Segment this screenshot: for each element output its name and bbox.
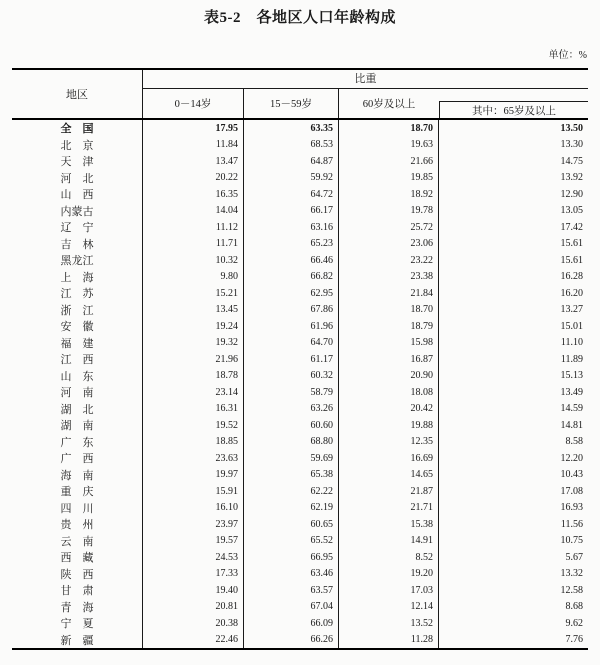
value-cell-age-15-59: 60.60 bbox=[244, 417, 339, 434]
value-cell-age-15-59: 60.32 bbox=[244, 368, 339, 385]
value-cell-age-65-plus: 7.76 bbox=[565, 634, 583, 646]
value-cell-age-65-plus: 8.68 bbox=[565, 601, 583, 613]
value-cell-age-15-59: 67.04 bbox=[244, 599, 339, 616]
value-cell-age-15-59: 63.16 bbox=[244, 219, 339, 236]
value-cell-age-15-59: 63.57 bbox=[244, 582, 339, 599]
value-cell-age-0-14: 23.14 bbox=[143, 384, 244, 401]
table-row bbox=[12, 170, 588, 187]
table-row bbox=[12, 533, 588, 550]
value-cell-age-0-14: 20.22 bbox=[143, 170, 244, 187]
value-cell-age-60-plus: 21.71 bbox=[339, 500, 439, 517]
value-cell-age-60-plus: 18.92 bbox=[339, 186, 439, 203]
table-row bbox=[12, 632, 588, 649]
col-header-age-65-plus: 其中：65岁及以上 bbox=[439, 101, 588, 118]
table-row bbox=[12, 566, 588, 583]
region-cell: 江 苏 bbox=[12, 285, 143, 302]
value-cell-age-15-59: 59.69 bbox=[244, 450, 339, 467]
value-cell-age-0-14: 16.10 bbox=[143, 500, 244, 517]
value-cell-age-60-plus: 20.42 bbox=[339, 401, 439, 418]
table-row bbox=[12, 351, 588, 368]
value-cell-age-15-59: 62.19 bbox=[244, 500, 339, 517]
value-cell-age-65-plus: 11.89 bbox=[560, 353, 583, 365]
table-row bbox=[12, 236, 588, 253]
region-cell: 吉 林 bbox=[12, 236, 143, 253]
table-row bbox=[12, 368, 588, 385]
region-cell: 江 西 bbox=[12, 351, 143, 368]
value-cell-age-65-plus: 12.90 bbox=[560, 188, 583, 200]
region-cell: 上 海 bbox=[12, 269, 143, 286]
table-row bbox=[12, 615, 588, 632]
value-cell-age-0-14: 10.32 bbox=[143, 252, 244, 269]
value-cell-age-60-plus: 23.38 bbox=[339, 269, 439, 286]
table-row bbox=[12, 269, 588, 286]
value-cell-age-0-14: 16.35 bbox=[143, 186, 244, 203]
region-cell: 山 东 bbox=[12, 368, 143, 385]
region-cell: 海 南 bbox=[12, 467, 143, 484]
table-row bbox=[12, 500, 588, 517]
region-cell: 河 北 bbox=[12, 170, 143, 187]
value-cell-age-15-59: 66.46 bbox=[244, 252, 339, 269]
value-cell-age-0-14: 21.96 bbox=[143, 351, 244, 368]
value-cell-age-60-plus: 23.06 bbox=[339, 236, 439, 253]
region-cell: 湖 北 bbox=[12, 401, 143, 418]
region-cell: 全 国 bbox=[12, 120, 143, 137]
table-row bbox=[12, 186, 588, 203]
value-cell-age-0-14: 17.95 bbox=[143, 120, 244, 137]
region-cell: 福 建 bbox=[12, 335, 143, 352]
value-cell-age-0-14: 11.12 bbox=[143, 219, 244, 236]
value-cell-age-0-14: 18.85 bbox=[143, 434, 244, 451]
value-cell-age-0-14: 20.81 bbox=[143, 599, 244, 616]
value-cell-age-0-14: 9.80 bbox=[143, 269, 244, 286]
value-cell-age-15-59: 66.09 bbox=[244, 615, 339, 632]
page-title: 表5-2 各地区人口年龄构成 bbox=[204, 10, 396, 26]
col-header-age-65-plus-wrap bbox=[439, 89, 588, 118]
table-row bbox=[12, 120, 588, 137]
table-row bbox=[12, 401, 588, 418]
value-cell-age-0-14: 11.84 bbox=[143, 137, 244, 154]
region-cell: 广 西 bbox=[12, 450, 143, 467]
region-cell: 北 京 bbox=[12, 137, 143, 154]
value-cell-age-65-plus: 14.81 bbox=[560, 419, 583, 431]
proportion-group-header: 比重 bbox=[143, 70, 588, 89]
value-cell-age-0-14: 19.97 bbox=[143, 467, 244, 484]
value-cell-age-60-plus: 15.98 bbox=[339, 335, 439, 352]
value-cell-age-65-plus: 8.58 bbox=[565, 436, 583, 448]
table-row bbox=[12, 434, 588, 451]
value-cell-age-0-14: 19.57 bbox=[143, 533, 244, 550]
value-cell-age-15-59: 60.65 bbox=[244, 516, 339, 533]
value-cell-age-15-59: 62.95 bbox=[244, 285, 339, 302]
region-cell: 四 川 bbox=[12, 500, 143, 517]
value-cell-age-0-14: 19.32 bbox=[143, 335, 244, 352]
value-cell-age-15-59: 61.96 bbox=[244, 318, 339, 335]
value-cell-age-60-plus: 18.70 bbox=[339, 120, 439, 137]
value-cell-age-65-plus: 10.75 bbox=[560, 535, 583, 547]
value-cell-age-15-59: 63.46 bbox=[244, 566, 339, 583]
value-cell-age-65-plus: 12.20 bbox=[560, 452, 583, 464]
value-cell-age-15-59: 68.53 bbox=[244, 137, 339, 154]
value-cell-age-60-plus: 13.52 bbox=[339, 615, 439, 632]
region-cell: 贵 州 bbox=[12, 516, 143, 533]
value-cell-age-60-plus: 14.65 bbox=[339, 467, 439, 484]
value-cell-age-65-plus: 12.58 bbox=[560, 584, 583, 596]
value-cell-age-0-14: 13.45 bbox=[143, 302, 244, 319]
value-cell-age-15-59: 59.92 bbox=[244, 170, 339, 187]
region-cell: 陕 西 bbox=[12, 566, 143, 583]
value-cell-age-60-plus: 16.87 bbox=[339, 351, 439, 368]
value-cell-age-15-59: 61.17 bbox=[244, 351, 339, 368]
value-cell-age-65-plus: 14.59 bbox=[560, 403, 583, 415]
value-cell-age-65-plus: 14.75 bbox=[560, 155, 583, 167]
value-cell-age-15-59: 63.35 bbox=[244, 120, 339, 137]
region-cell: 辽 宁 bbox=[12, 219, 143, 236]
region-cell: 天 津 bbox=[12, 153, 143, 170]
table-row bbox=[12, 203, 588, 220]
value-cell-age-65-plus: 16.93 bbox=[560, 502, 583, 514]
region-cell: 宁 夏 bbox=[12, 615, 143, 632]
value-cell-age-15-59: 64.70 bbox=[244, 335, 339, 352]
value-cell-age-60-plus: 18.79 bbox=[339, 318, 439, 335]
value-cell-age-60-plus: 19.88 bbox=[339, 417, 439, 434]
value-cell-age-0-14: 23.97 bbox=[143, 516, 244, 533]
value-cell-age-60-plus: 19.63 bbox=[339, 137, 439, 154]
value-cell-age-15-59: 66.26 bbox=[244, 632, 339, 649]
table-row bbox=[12, 582, 588, 599]
value-cell-age-60-plus: 15.38 bbox=[339, 516, 439, 533]
region-column-header: 地区 bbox=[12, 70, 143, 118]
value-cell-age-0-14: 13.47 bbox=[143, 153, 244, 170]
value-cell-age-0-14: 14.04 bbox=[143, 203, 244, 220]
region-cell: 广 东 bbox=[12, 434, 143, 451]
value-cell-age-0-14: 22.46 bbox=[143, 632, 244, 649]
sub-header-row bbox=[143, 89, 588, 118]
value-cell-age-65-plus: 15.61 bbox=[560, 238, 583, 250]
col-header-age-0-14: 0－14岁 bbox=[143, 89, 244, 118]
table-body bbox=[12, 120, 588, 650]
table-row bbox=[12, 219, 588, 236]
value-cell-age-0-14: 18.78 bbox=[143, 368, 244, 385]
table-header bbox=[12, 68, 588, 120]
value-cell-age-0-14: 15.21 bbox=[143, 285, 244, 302]
value-cell-age-60-plus: 21.84 bbox=[339, 285, 439, 302]
value-cell-age-0-14: 16.31 bbox=[143, 401, 244, 418]
table-row bbox=[12, 599, 588, 616]
value-cell-age-0-14: 20.38 bbox=[143, 615, 244, 632]
value-cell-age-65-plus: 15.01 bbox=[560, 320, 583, 332]
value-cell-age-65-plus: 9.62 bbox=[565, 617, 583, 629]
value-cell-age-65-plus: 13.30 bbox=[560, 139, 583, 151]
value-cell-age-15-59: 58.79 bbox=[244, 384, 339, 401]
table-row bbox=[12, 302, 588, 319]
region-cell: 西 藏 bbox=[12, 549, 143, 566]
value-cell-age-65-plus: 17.42 bbox=[560, 221, 583, 233]
value-cell-age-15-59: 68.80 bbox=[244, 434, 339, 451]
region-cell: 重 庆 bbox=[12, 483, 143, 500]
value-cell-age-60-plus: 23.22 bbox=[339, 252, 439, 269]
value-cell-age-0-14: 23.63 bbox=[143, 450, 244, 467]
region-cell: 甘 肃 bbox=[12, 582, 143, 599]
value-cell-age-60-plus: 12.14 bbox=[339, 599, 439, 616]
col-header-age-60-plus: 60岁及以上 bbox=[362, 99, 416, 110]
region-cell: 黑龙江 bbox=[12, 252, 143, 269]
value-cell-age-65-plus: 16.20 bbox=[560, 287, 583, 299]
value-cell-age-0-14: 19.24 bbox=[143, 318, 244, 335]
value-cell-age-0-14: 11.71 bbox=[143, 236, 244, 253]
value-cell-age-65-plus: 13.92 bbox=[560, 172, 583, 184]
value-cell-age-65-plus: 13.50 bbox=[560, 122, 583, 134]
value-cell-age-0-14: 19.40 bbox=[143, 582, 244, 599]
col-header-age-15-59: 15－59岁 bbox=[244, 89, 339, 118]
value-cell-age-15-59: 66.17 bbox=[244, 203, 339, 220]
value-cell-age-0-14: 17.33 bbox=[143, 566, 244, 583]
value-cell-age-65-plus: 10.43 bbox=[560, 469, 583, 481]
value-cell-age-65-plus: 13.27 bbox=[560, 304, 583, 316]
table-row bbox=[12, 483, 588, 500]
value-cell-age-60-plus: 18.08 bbox=[339, 384, 439, 401]
unit-label: 单位：% bbox=[548, 50, 587, 61]
table-row bbox=[12, 516, 588, 533]
value-cell-age-65-plus: 17.08 bbox=[560, 485, 583, 497]
value-cell-age-65-plus: 13.32 bbox=[560, 568, 583, 580]
table-row bbox=[12, 549, 588, 566]
value-cell-age-60-plus: 16.69 bbox=[339, 450, 439, 467]
table-row bbox=[12, 137, 588, 154]
value-cell-age-15-59: 66.95 bbox=[244, 549, 339, 566]
value-cell-age-60-plus: 19.78 bbox=[339, 203, 439, 220]
region-cell: 河 南 bbox=[12, 384, 143, 401]
value-cell-age-65-plus: 16.28 bbox=[560, 271, 583, 283]
region-cell: 云 南 bbox=[12, 533, 143, 550]
value-cell-age-60-plus: 21.87 bbox=[339, 483, 439, 500]
value-cell-age-60-plus: 18.70 bbox=[339, 302, 439, 319]
table-row bbox=[12, 318, 588, 335]
value-cell-age-15-59: 64.87 bbox=[244, 153, 339, 170]
value-cell-age-15-59: 66.82 bbox=[244, 269, 339, 286]
table-row bbox=[12, 417, 588, 434]
value-cell-age-60-plus: 14.91 bbox=[339, 533, 439, 550]
value-cell-age-60-plus: 21.66 bbox=[339, 153, 439, 170]
value-cell-age-15-59: 65.23 bbox=[244, 236, 339, 253]
value-cell-age-0-14: 19.52 bbox=[143, 417, 244, 434]
value-cell-age-15-59: 65.52 bbox=[244, 533, 339, 550]
region-cell: 浙 江 bbox=[12, 302, 143, 319]
table-row bbox=[12, 467, 588, 484]
value-cell-age-65-plus: 11.56 bbox=[560, 518, 583, 530]
table-row bbox=[12, 384, 588, 401]
value-cell-age-15-59: 64.72 bbox=[244, 186, 339, 203]
population-age-table bbox=[12, 68, 588, 650]
value-cell-age-15-59: 63.26 bbox=[244, 401, 339, 418]
value-cell-age-65-plus: 13.49 bbox=[560, 386, 583, 398]
table-row bbox=[12, 153, 588, 170]
value-cell-age-60-plus: 8.52 bbox=[339, 549, 439, 566]
region-cell: 安 徽 bbox=[12, 318, 143, 335]
value-cell-age-60-plus: 17.03 bbox=[339, 582, 439, 599]
table-row bbox=[12, 335, 588, 352]
table-row bbox=[12, 252, 588, 269]
value-cell-age-60-plus: 19.85 bbox=[339, 170, 439, 187]
value-cell-age-0-14: 15.91 bbox=[143, 483, 244, 500]
region-cell: 青 海 bbox=[12, 599, 143, 616]
value-cell-age-60-plus: 11.28 bbox=[339, 632, 439, 649]
table-row bbox=[12, 450, 588, 467]
region-cell: 新 疆 bbox=[12, 632, 143, 649]
value-cell-age-0-14: 24.53 bbox=[143, 549, 244, 566]
value-cell-age-60-plus: 25.72 bbox=[339, 219, 439, 236]
value-cell-age-60-plus: 12.35 bbox=[339, 434, 439, 451]
value-cell-age-15-59: 62.22 bbox=[244, 483, 339, 500]
value-cell-age-65-plus: 15.61 bbox=[560, 254, 583, 266]
table-row bbox=[12, 285, 588, 302]
value-cell-age-65-plus: 13.05 bbox=[560, 205, 583, 217]
proportion-header-group bbox=[143, 70, 588, 118]
value-cell-age-15-59: 67.86 bbox=[244, 302, 339, 319]
value-cell-age-65-plus: 11.10 bbox=[560, 337, 583, 349]
value-cell-age-60-plus: 20.90 bbox=[339, 368, 439, 385]
value-cell-age-60-plus: 19.20 bbox=[339, 566, 439, 583]
region-cell: 内蒙古 bbox=[12, 203, 143, 220]
value-cell-age-65-plus: 15.13 bbox=[560, 370, 583, 382]
region-cell: 湖 南 bbox=[12, 417, 143, 434]
region-cell: 山 西 bbox=[12, 186, 143, 203]
value-cell-age-65-plus: 5.67 bbox=[565, 551, 583, 563]
value-cell-age-15-59: 65.38 bbox=[244, 467, 339, 484]
